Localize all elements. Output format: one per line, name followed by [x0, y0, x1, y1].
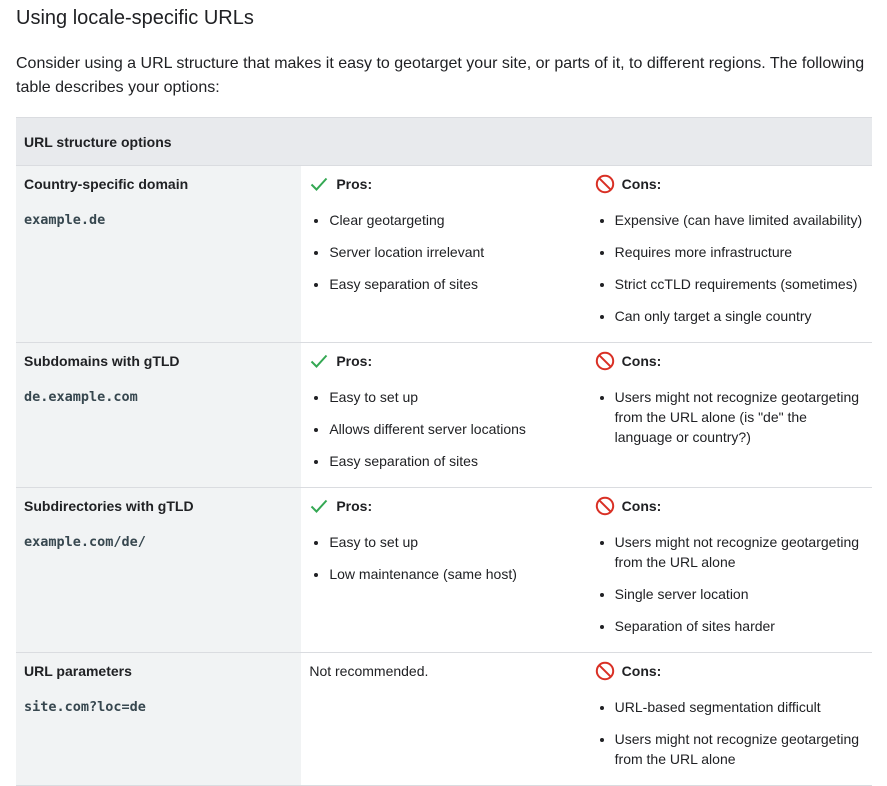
prohibited-icon — [595, 351, 615, 371]
url-structure-table — [16, 117, 872, 786]
check-icon — [309, 496, 329, 516]
cons-item: • Single server location — [615, 584, 864, 604]
cons-heading — [595, 661, 864, 681]
cons-label: Cons: — [621, 176, 662, 192]
cons-list — [595, 532, 864, 636]
prohibited-icon — [595, 496, 615, 516]
table-row — [16, 488, 872, 653]
pros-item: • Server location irrelevant — [329, 242, 578, 262]
cons-item: • Strict ccTLD requirements (sometimes) — [615, 274, 864, 294]
cons-heading — [595, 174, 864, 194]
pros-list — [309, 532, 578, 584]
pros-cell — [301, 488, 586, 653]
cons-label: Cons: — [621, 498, 662, 514]
pros-cell — [301, 343, 586, 488]
cons-cell — [587, 166, 872, 343]
cons-item: • Can only target a single country — [615, 306, 864, 326]
section-heading: Using locale-specific URLs — [16, 7, 254, 29]
pros-cell — [301, 166, 586, 343]
table-body — [16, 166, 872, 786]
pros-label: Pros: — [336, 498, 373, 514]
intro-paragraph: Consider using a URL structure that makes it easy to geotarget your site, or parts of it, to different regions. The following table describes your options: — [16, 55, 865, 96]
option-name: Country-specific domain — [24, 176, 189, 192]
cons-list — [595, 210, 864, 326]
pros-item: • Allows different server locations — [329, 419, 578, 439]
table-row — [16, 343, 872, 488]
option-example-url: site.com?loc=de — [24, 699, 146, 715]
check-icon — [309, 351, 329, 371]
cons-list — [595, 697, 864, 769]
cons-cell — [587, 488, 872, 653]
option-name: Subdomains with gTLD — [24, 353, 180, 369]
option-name: URL parameters — [24, 663, 132, 679]
table-row — [16, 653, 872, 786]
cons-item: • Users might not recognize geotargeting from the URL alone (is "de" the language or country?) — [615, 387, 864, 447]
prohibited-icon — [595, 174, 615, 194]
cons-list — [595, 387, 864, 447]
pros-item: • Easy separation of sites — [329, 451, 578, 471]
pros-note: Not recommended. — [309, 663, 429, 679]
pros-item: • Clear geotargeting — [329, 210, 578, 230]
check-icon — [309, 174, 329, 194]
cons-item: • Separation of sites harder — [615, 616, 864, 636]
option-example-url: example.com/de/ — [24, 534, 146, 550]
pros-heading — [309, 496, 578, 516]
option-cell — [16, 488, 301, 653]
option-cell — [16, 166, 301, 343]
cons-item: • Expensive (can have limited availability) — [615, 210, 864, 230]
pros-item: • Easy to set up — [329, 387, 578, 407]
pros-heading — [309, 174, 578, 194]
option-cell — [16, 343, 301, 488]
pros-item: • Low maintenance (same host) — [329, 564, 578, 584]
pros-label: Pros: — [336, 353, 373, 369]
cons-heading — [595, 496, 864, 516]
cons-cell — [587, 653, 872, 786]
cons-label: Cons: — [621, 353, 662, 369]
cons-item: • Users might not recognize geotargeting from the URL alone — [615, 532, 864, 572]
option-example-url: example.de — [24, 212, 106, 228]
cons-cell — [587, 343, 872, 488]
pros-item: • Easy separation of sites — [329, 274, 578, 294]
table-header: URL structure options — [16, 118, 872, 166]
pros-heading — [309, 351, 578, 371]
pros-list — [309, 387, 578, 471]
cons-item: • URL-based segmentation difficult — [615, 697, 864, 717]
option-name: Subdirectories with gTLD — [24, 498, 194, 514]
table-header-row — [16, 118, 872, 166]
cons-label: Cons: — [621, 663, 662, 679]
cons-item: • Requires more infrastructure — [615, 242, 864, 262]
prohibited-icon — [595, 661, 615, 681]
pros-item: • Easy to set up — [329, 532, 578, 552]
pros-list — [309, 210, 578, 294]
cons-item: • Users might not recognize geotargeting from the URL alone — [615, 729, 864, 769]
cons-heading — [595, 351, 864, 371]
pros-label: Pros: — [336, 176, 373, 192]
option-example-url: de.example.com — [24, 389, 138, 405]
table-row — [16, 166, 872, 343]
option-cell — [16, 653, 301, 786]
pros-cell — [301, 653, 586, 786]
